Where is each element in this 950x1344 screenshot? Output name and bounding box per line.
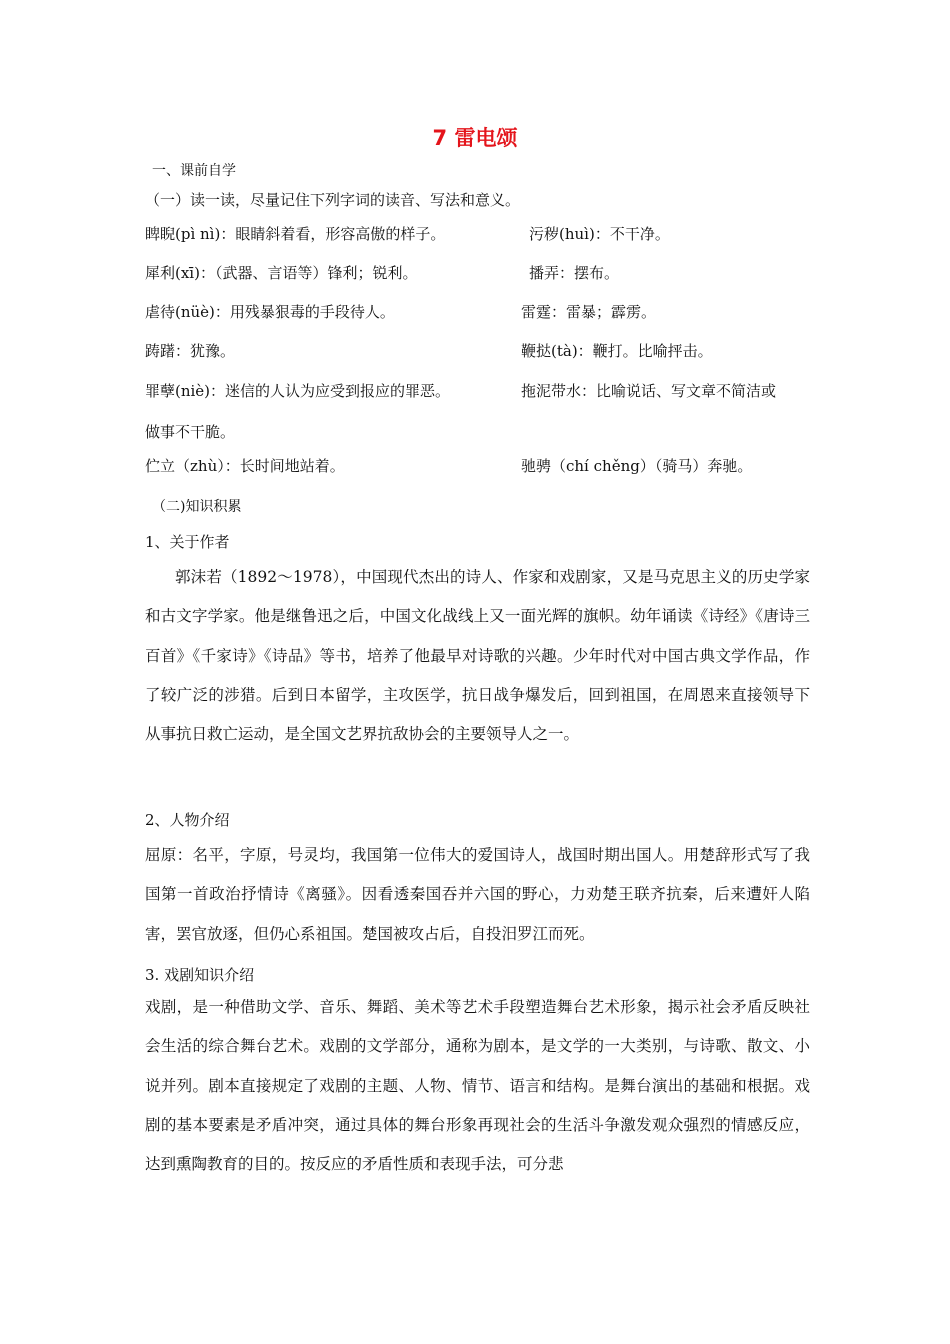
section-heading-knowledge: （二)知识积累 <box>152 499 242 515</box>
section-heading-preview: 一、课前自学 <box>152 163 236 179</box>
vocab-right-2: 播弄：摆布。 <box>529 264 620 282</box>
vocab-right-1: 污秽(huì)：不干净。 <box>529 225 670 243</box>
vocab-right-4: 鞭挞(tà)：鞭打。比喻抨击。 <box>521 342 713 360</box>
item-heading-drama: 3. 戏剧知识介绍 <box>145 966 255 984</box>
vocab-left-2: 犀利(xī)：（武器、言语等）锋利；锐利。 <box>145 264 418 282</box>
vocab-right-6: 驰骋（chí chěng）（骑马）奔驰。 <box>521 457 753 475</box>
author-paragraph: 郭沫若（1892～1978），中国现代杰出的诗人、作家和戏剧家，又是马克思主义的历史学家和古文字学家。他是继鲁迅之后，中国文化战线上又一面光辉的旗帜。幼年诵读《诗经》《唐诗三百首》《千家诗》《诗品》等书，培养了他最早对诗歌的兴趣。少年时代对中国古典文学作品，作了较广泛的涉猎。后到日本留学，主攻医学，抗日战争爆发后，回到祖国，在周恩来直接领导下从事抗日救亡运动，是全国文艺界抗敌协会的主要领导人之一。 <box>145 568 810 744</box>
vocab-right-5: 拖泥带水：比喻说话、写文章不简洁或 <box>521 382 777 400</box>
vocab-left-4: 踌躇：犹豫。 <box>145 342 236 360</box>
vocab-left-1: 睥睨(pì nì)：眼睛斜着看，形容高傲的样子。 <box>145 225 446 243</box>
page-title: 7 雷电颂 <box>432 126 518 150</box>
subsection-instruction: （一）读一读，尽量记住下列字词的读音、写法和意义。 <box>145 191 521 209</box>
item-heading-author: 1、关于作者 <box>145 533 230 551</box>
character-paragraph: 屈原：名平，字原，号灵均，我国第一位伟大的爱国诗人，战国时期出国人。用楚辞形式写了我国第一首政治抒情诗《离骚》。因看透秦国吞并六国的野心，力劝楚王联齐抗秦，后来遭奸人陷害，罢官放逐，但仍心系祖国。楚国被攻占后，自投汨罗江而死。 <box>145 846 810 943</box>
vocab-continuation: 做事不干脆。 <box>145 423 236 441</box>
item-heading-character: 2、人物介绍 <box>145 811 230 829</box>
drama-paragraph: 戏剧，是一种借助文学、音乐、舞蹈、美术等艺术手段塑造舞台艺术形象，揭示社会矛盾反映社会生活的综合舞台艺术。戏剧的文学部分，通称为剧本，是文学的一大类别，与诗歌、散文、小说并列。剧本直接规定了戏剧的主题、人物、情节、语言和结构。是舞台演出的基础和根据。戏剧的基本要素是矛盾冲突，通过具体的舞台形象再现社会的生活斗争激发观众强烈的情感反应，达到熏陶教育的目的。按反应的矛盾性质和表现手法，可分悲 <box>145 998 810 1174</box>
vocab-left-6: 伫立（zhù）：长时间地站着。 <box>145 457 345 475</box>
vocab-right-3: 雷霆：雷暴；霹雳。 <box>521 303 657 321</box>
vocab-left-5: 罪孽(niè)：迷信的人认为应受到报应的罪恶。 <box>145 382 451 400</box>
vocab-left-3: 虐待(nüè)：用残暴狠毒的手段待人。 <box>145 303 395 321</box>
